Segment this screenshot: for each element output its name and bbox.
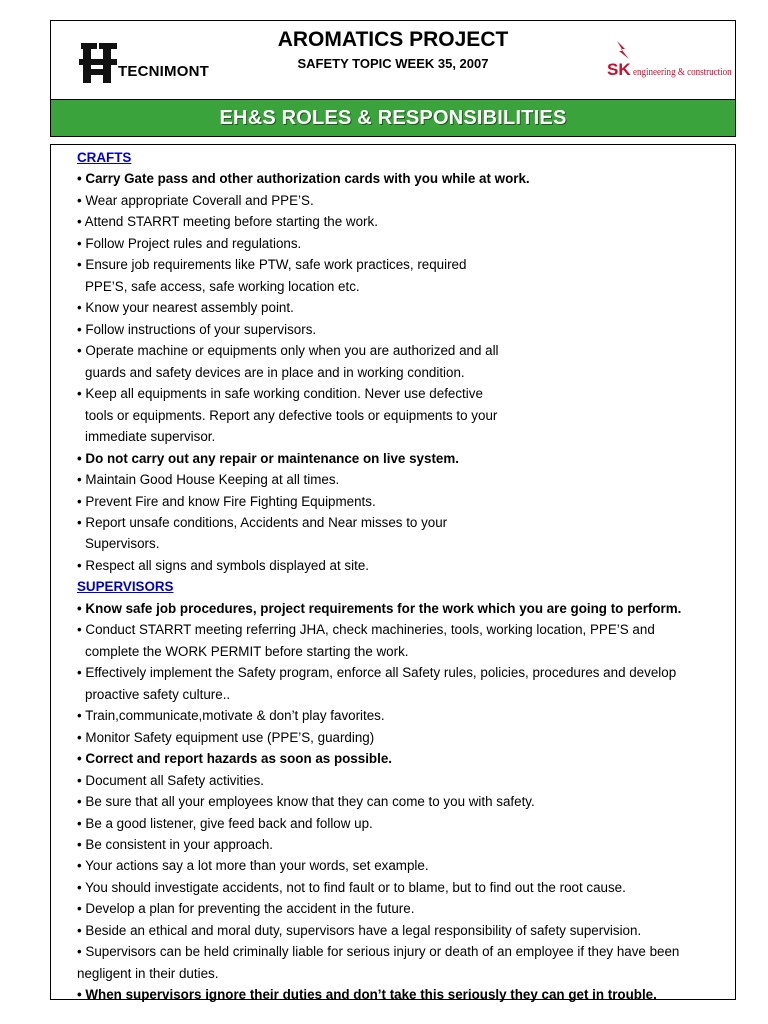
- bullet-item: • Know safe job procedures, project requirements for the work which you are going to perform.: [77, 600, 682, 616]
- bullet-item: • When supervisors ignore their duties and don’t take this seriously they can get in trouble.: [77, 987, 657, 1003]
- banner-title: EH&S ROLES & RESPONSIBILITIES: [219, 106, 567, 129]
- sk-engineering-logo: [603, 39, 732, 87]
- section-banner: [50, 100, 736, 137]
- document-header: [50, 20, 736, 100]
- bullet-item: • Maintain Good House Keeping at all times.: [77, 472, 340, 488]
- project-subtitle: SAFETY TOPIC WEEK 35, 2007: [297, 56, 489, 71]
- section-heading-crafts: CRAFTS: [77, 150, 132, 165]
- bullet-item: • Train,communicate,motivate & don’t play favorites.: [77, 708, 385, 724]
- bullet-continuation: immediate supervisor.: [85, 429, 216, 445]
- tecnimont-logo-text: TECNIMONT: [118, 63, 209, 80]
- bullet-item: • Keep all equipments in safe working condition. Never use defective: [77, 386, 483, 402]
- content-lines: [77, 147, 727, 1006]
- bullet-item: • Be consistent in your approach.: [77, 837, 273, 852]
- bullet-item: • Wear appropriate Coverall and PPE’S.: [77, 192, 314, 208]
- content-box: [50, 144, 736, 1003]
- bullet-item: • Ensure job requirements like PTW, safe work practices, required: [77, 257, 467, 273]
- bullet-item: • Beside an ethical and moral duty, supervisors have a legal responsibility of safety supervision.: [77, 922, 642, 938]
- bullet-item: • Correct and report hazards as soon as possible.: [77, 751, 392, 767]
- bullet-continuation: tools or equipments. Report any defective tools or equipments to your: [85, 407, 498, 423]
- project-title: AROMATICS PROJECT: [277, 28, 509, 51]
- bullet-item: • Document all Safety activities.: [77, 772, 265, 788]
- bullet-item: • Do not carry out any repair or maintenance on live system.: [77, 450, 459, 466]
- bullet-continuation: proactive safety culture..: [85, 686, 231, 702]
- bullet-continuation: Supervisors.: [85, 536, 160, 552]
- bullet-item: • Conduct STARRT meeting referring JHA, check machineries, tools, working location, PPE’S and: [77, 622, 655, 638]
- bullet-item: • Attend STARRT meeting before starting the work.: [77, 214, 378, 230]
- bullet-item: • You should investigate accidents, not to find fault or to blame, but to find out the root cause.: [77, 879, 626, 895]
- text-line: negligent in their duties.: [77, 965, 219, 981]
- bullet-item: • Follow Project rules and regulations.: [77, 235, 302, 251]
- bullet-item: • Prevent Fire and know Fire Fighting Equipments.: [77, 493, 376, 509]
- bullet-item: • Supervisors can be held criminally liable for serious injury or death of an employee if they have been: [77, 944, 680, 960]
- bullet-item: • Follow instructions of your supervisors.: [77, 321, 317, 337]
- bullet-item: • Monitor Safety equipment use (PPE’S, guarding): [77, 729, 375, 745]
- bullet-continuation: complete the WORK PERMIT before starting the work.: [85, 643, 409, 659]
- bullet-item: • Know your nearest assembly point.: [77, 300, 294, 316]
- bullet-item: • Operate machine or equipments only when you are authorized and all: [77, 343, 499, 359]
- bullet-item: • Develop a plan for preventing the accident in the future.: [77, 901, 415, 917]
- bullet-continuation: PPE’S, safe access, safe working location etc.: [85, 278, 360, 294]
- sk-logo-letters: SK: [607, 60, 631, 79]
- bullet-item: • Effectively implement the Safety program, enforce all Safety rules, policies, procedures and develop: [77, 665, 677, 681]
- bullet-item: • Be sure that all your employees know that they can come to you with safety.: [77, 794, 535, 810]
- bullet-continuation: guards and safety devices are in place and in working condition.: [85, 364, 465, 380]
- section-heading-supervisors: SUPERVISORS: [77, 579, 174, 595]
- bullet-item: • Your actions say a lot more than your words, set example.: [77, 858, 429, 874]
- bullet-item: • Carry Gate pass and other authorization cards with you while at work.: [77, 171, 530, 187]
- bullet-item: • Respect all signs and symbols displayed at site.: [77, 557, 369, 573]
- bullet-item: • Report unsafe conditions, Accidents and Near misses to your: [77, 514, 448, 530]
- sk-logo-text: engineering & construction: [633, 66, 732, 78]
- bullet-item: • Be a good listener, give feed back and follow up.: [77, 815, 373, 831]
